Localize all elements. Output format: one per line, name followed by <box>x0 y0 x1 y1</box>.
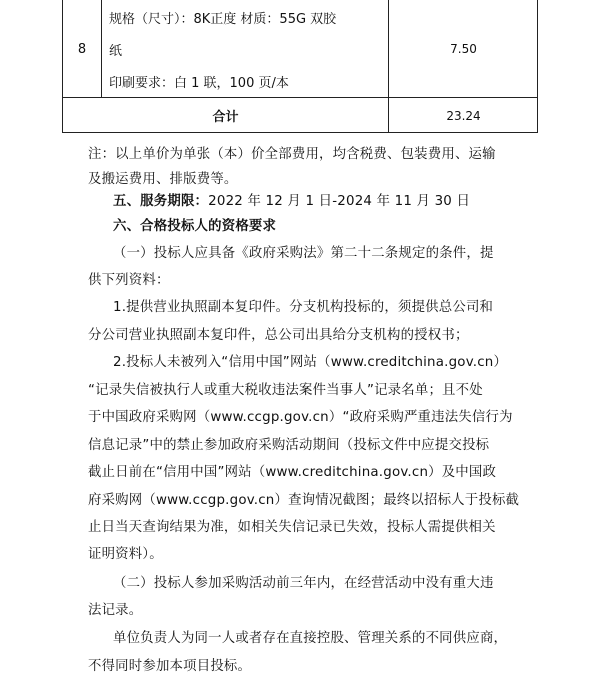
paragraph-line: 法记录。 <box>88 603 143 618</box>
paragraph-line: 1.提供营业执照副本复印件。分支机构投标的，须提供总公司和 <box>113 300 494 315</box>
paragraph-line: （二）投标人参加采购活动前三年内，在经营活动中没有重大违 <box>113 576 494 591</box>
section-heading: 六、合格投标人的资格要求 <box>113 219 277 234</box>
paragraph-line: 于中国政府采购网（www.ccgp.gov.cn）“政府采购严重违法失信行为 <box>88 410 513 425</box>
note-line: 注：以上单价为单张（本）价全部费用，均含税费、包装费用、运输 <box>88 147 496 162</box>
service-period-value: 2022 年 12 月 1 日-2024 年 11 月 30 日 <box>208 194 471 209</box>
note-line: 及搬运费用、排版费等。 <box>88 172 238 187</box>
total-value: 23.24 <box>446 108 481 123</box>
unit-price: 7.50 <box>450 42 477 56</box>
paragraph-line: （一）投标人应具备《政府采购法》第二十二条规定的条件，提 <box>113 246 494 261</box>
paragraph-line: 单位负责人为同一人或者存在直接控股、管理关系的不同供应商， <box>113 631 508 646</box>
total-label: 合计 <box>212 110 239 125</box>
paragraph-line: 证明资料）。 <box>88 547 163 562</box>
column-divider <box>101 0 102 98</box>
price-table <box>62 0 538 133</box>
paragraph-line: 分公司营业执照副本复印件，总公司出具给分支机构的授权书； <box>88 328 469 343</box>
paragraph-line: 信息记录”中的禁止参加政府采购活动期间（投标文件中应提交投标 <box>88 438 490 453</box>
paragraph-line: 2.投标人未被列入“信用中国”网站（www.creditchina.gov.cn） <box>113 355 508 370</box>
spec-line: 规格（尺寸）：8K正度 材质：55G 双胶 <box>109 12 337 27</box>
spec-line: 纸 <box>109 44 123 59</box>
paragraph-line: “记录失信被执行人或重大税收违法案件当事人”记录名单；且不处 <box>88 383 483 398</box>
paragraph-line: 止日当天查询结果为准，如相关失信记录已失效，投标人需提供相关 <box>88 520 496 535</box>
paragraph-line: 不得同时参加本项目投标。 <box>88 659 252 674</box>
paragraph-line: 截止日前在“信用中国”网站（www.creditchina.gov.cn）及中国政 <box>88 465 497 480</box>
section-heading: 五、服务期限： <box>113 194 209 209</box>
row-number: 8 <box>77 41 87 57</box>
service-period <box>113 190 470 209</box>
paragraph-line: 供下列资料： <box>88 273 170 288</box>
spec-line: 印刷要求：白 1 联，100 页/本 <box>109 76 289 91</box>
paragraph-line: 府采购网（www.ccgp.gov.cn）查询情况截图；最终以招标人于投标截 <box>88 493 520 508</box>
